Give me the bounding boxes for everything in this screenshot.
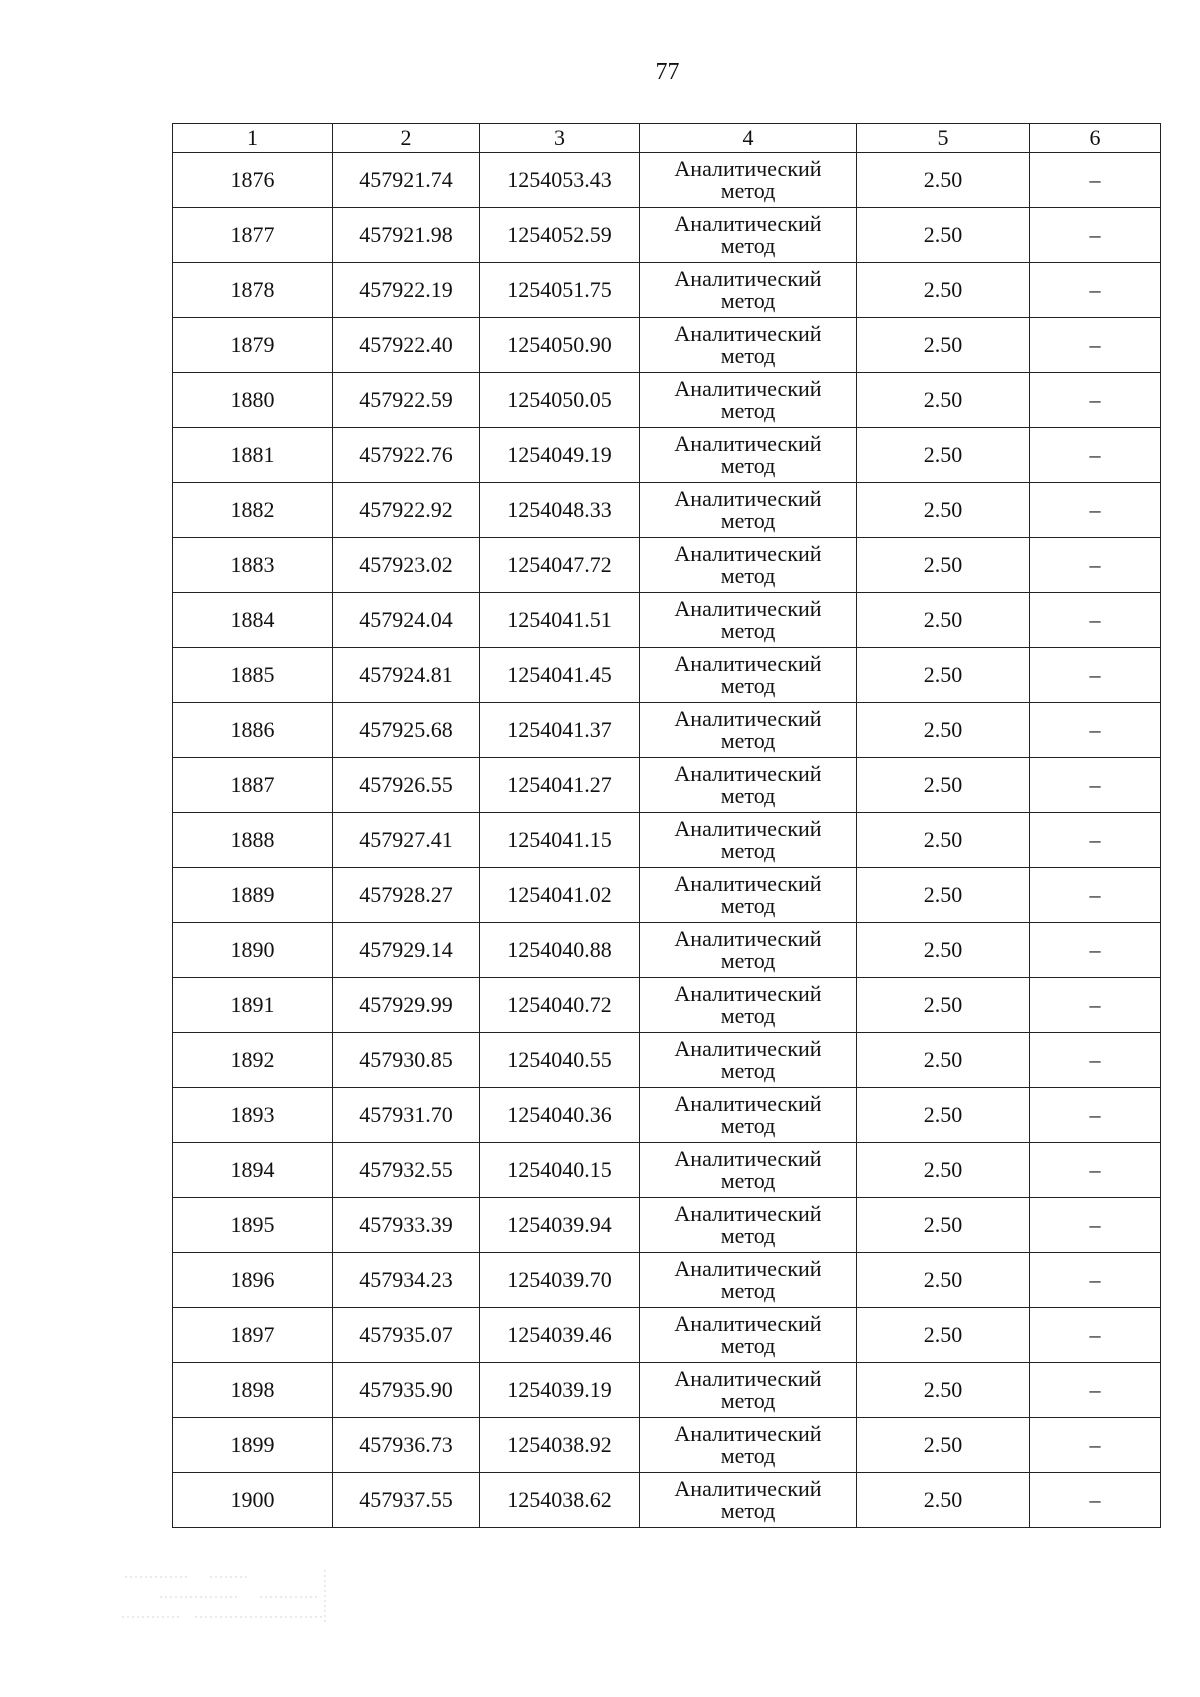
y-coordinate-cell: 1254040.88 xyxy=(480,923,640,978)
note-cell: – xyxy=(1030,1033,1161,1088)
column-header-4: 4 xyxy=(640,124,857,153)
y-coordinate-cell: 1254050.90 xyxy=(480,318,640,373)
table-header xyxy=(173,124,1161,153)
method-line-1: Аналитический xyxy=(674,596,822,621)
method-line-2: метод xyxy=(720,1058,776,1083)
column-header-6: 6 xyxy=(1030,124,1161,153)
note-cell: – xyxy=(1030,1473,1161,1528)
accuracy-cell: 2.50 xyxy=(857,483,1030,538)
point-number-cell: 1899 xyxy=(173,1418,333,1473)
method-cell xyxy=(640,813,857,868)
method-cell xyxy=(640,648,857,703)
method-line-1: Аналитический xyxy=(674,376,822,401)
method-line-1: Аналитический xyxy=(674,816,822,841)
accuracy-cell: 2.50 xyxy=(857,758,1030,813)
y-coordinate-cell: 1254048.33 xyxy=(480,483,640,538)
y-coordinate-cell: 1254039.70 xyxy=(480,1253,640,1308)
point-number-cell: 1900 xyxy=(173,1473,333,1528)
point-number-cell: 1883 xyxy=(173,538,333,593)
table-row xyxy=(173,483,1161,538)
note-cell: – xyxy=(1030,483,1161,538)
note-cell: – xyxy=(1030,263,1161,318)
accuracy-cell: 2.50 xyxy=(857,868,1030,923)
accuracy-cell: 2.50 xyxy=(857,1088,1030,1143)
accuracy-cell: 2.50 xyxy=(857,318,1030,373)
method-line-2: метод xyxy=(720,948,776,973)
accuracy-cell: 2.50 xyxy=(857,208,1030,263)
accuracy-cell: 2.50 xyxy=(857,813,1030,868)
method-line-2: метод xyxy=(720,673,776,698)
note-cell: – xyxy=(1030,1253,1161,1308)
accuracy-cell: 2.50 xyxy=(857,593,1030,648)
method-line-1: Аналитический xyxy=(674,926,822,951)
method-line-2: метод xyxy=(720,398,776,423)
method-line-2: метод xyxy=(720,233,776,258)
method-line-2: метод xyxy=(720,1498,776,1523)
table-row xyxy=(173,208,1161,263)
method-line-1: Аналитический xyxy=(674,981,822,1006)
table-row xyxy=(173,1198,1161,1253)
point-number-cell: 1888 xyxy=(173,813,333,868)
point-number-cell: 1877 xyxy=(173,208,333,263)
accuracy-cell: 2.50 xyxy=(857,1308,1030,1363)
column-header-5: 5 xyxy=(857,124,1030,153)
point-number-cell: 1897 xyxy=(173,1308,333,1363)
y-coordinate-cell: 1254038.92 xyxy=(480,1418,640,1473)
accuracy-cell: 2.50 xyxy=(857,703,1030,758)
y-coordinate-cell: 1254039.94 xyxy=(480,1198,640,1253)
table-row xyxy=(173,1308,1161,1363)
accuracy-cell: 2.50 xyxy=(857,1033,1030,1088)
x-coordinate-cell: 457929.14 xyxy=(333,923,480,978)
method-line-2: метод xyxy=(720,453,776,478)
accuracy-cell: 2.50 xyxy=(857,1473,1030,1528)
table-row xyxy=(173,428,1161,483)
method-line-2: метод xyxy=(720,618,776,643)
point-number-cell: 1885 xyxy=(173,648,333,703)
note-cell: – xyxy=(1030,1363,1161,1418)
method-line-1: Аналитический xyxy=(674,1476,822,1501)
method-line-1: Аналитический xyxy=(674,1256,822,1281)
point-number-cell: 1880 xyxy=(173,373,333,428)
y-coordinate-cell: 1254038.62 xyxy=(480,1473,640,1528)
x-coordinate-cell: 457931.70 xyxy=(333,1088,480,1143)
x-coordinate-cell: 457922.92 xyxy=(333,483,480,538)
method-line-1: Аналитический xyxy=(674,1311,822,1336)
accuracy-cell: 2.50 xyxy=(857,373,1030,428)
x-coordinate-cell: 457936.73 xyxy=(333,1418,480,1473)
y-coordinate-cell: 1254041.02 xyxy=(480,868,640,923)
method-line-2: метод xyxy=(720,1003,776,1028)
method-cell xyxy=(640,1253,857,1308)
method-line-1: Аналитический xyxy=(674,211,822,236)
accuracy-cell: 2.50 xyxy=(857,923,1030,978)
method-cell xyxy=(640,373,857,428)
accuracy-cell: 2.50 xyxy=(857,1418,1030,1473)
method-cell xyxy=(640,593,857,648)
method-cell xyxy=(640,1473,857,1528)
table-row xyxy=(173,1418,1161,1473)
method-line-2: метод xyxy=(720,838,776,863)
accuracy-cell: 2.50 xyxy=(857,263,1030,318)
note-cell: – xyxy=(1030,538,1161,593)
x-coordinate-cell: 457921.74 xyxy=(333,153,480,208)
x-coordinate-cell: 457922.76 xyxy=(333,428,480,483)
y-coordinate-cell: 1254041.27 xyxy=(480,758,640,813)
note-cell: – xyxy=(1030,373,1161,428)
method-line-1: Аналитический xyxy=(674,871,822,896)
note-cell: – xyxy=(1030,1308,1161,1363)
accuracy-cell: 2.50 xyxy=(857,1253,1030,1308)
y-coordinate-cell: 1254040.55 xyxy=(480,1033,640,1088)
table-row xyxy=(173,263,1161,318)
header-row xyxy=(173,124,1161,153)
table-row xyxy=(173,1253,1161,1308)
table-row xyxy=(173,1088,1161,1143)
table-row xyxy=(173,978,1161,1033)
table-row xyxy=(173,318,1161,373)
point-number-cell: 1891 xyxy=(173,978,333,1033)
point-number-cell: 1879 xyxy=(173,318,333,373)
accuracy-cell: 2.50 xyxy=(857,978,1030,1033)
y-coordinate-cell: 1254041.45 xyxy=(480,648,640,703)
method-cell xyxy=(640,153,857,208)
x-coordinate-cell: 457930.85 xyxy=(333,1033,480,1088)
table-row xyxy=(173,813,1161,868)
table-row xyxy=(173,1033,1161,1088)
table-row xyxy=(173,648,1161,703)
accuracy-cell: 2.50 xyxy=(857,1198,1030,1253)
method-cell xyxy=(640,538,857,593)
method-line-2: метод xyxy=(720,178,776,203)
y-coordinate-cell: 1254040.36 xyxy=(480,1088,640,1143)
table-row xyxy=(173,373,1161,428)
note-cell: – xyxy=(1030,813,1161,868)
point-number-cell: 1882 xyxy=(173,483,333,538)
point-number-cell: 1887 xyxy=(173,758,333,813)
x-coordinate-cell: 457933.39 xyxy=(333,1198,480,1253)
x-coordinate-cell: 457925.68 xyxy=(333,703,480,758)
method-line-1: Аналитический xyxy=(674,761,822,786)
method-cell xyxy=(640,1418,857,1473)
method-line-1: Аналитический xyxy=(674,1201,822,1226)
accuracy-cell: 2.50 xyxy=(857,648,1030,703)
note-cell: – xyxy=(1030,868,1161,923)
method-cell xyxy=(640,318,857,373)
table-row xyxy=(173,758,1161,813)
note-cell: – xyxy=(1030,978,1161,1033)
table-row xyxy=(173,868,1161,923)
method-line-1: Аналитический xyxy=(674,1091,822,1116)
column-header-3: 3 xyxy=(480,124,640,153)
table-row xyxy=(173,1473,1161,1528)
point-number-cell: 1886 xyxy=(173,703,333,758)
method-line-1: Аналитический xyxy=(674,651,822,676)
accuracy-cell: 2.50 xyxy=(857,538,1030,593)
method-cell xyxy=(640,483,857,538)
accuracy-cell: 2.50 xyxy=(857,1363,1030,1418)
table-row xyxy=(173,593,1161,648)
x-coordinate-cell: 457929.99 xyxy=(333,978,480,1033)
y-coordinate-cell: 1254050.05 xyxy=(480,373,640,428)
note-cell: – xyxy=(1030,1143,1161,1198)
note-cell: – xyxy=(1030,648,1161,703)
method-cell xyxy=(640,868,857,923)
method-line-1: Аналитический xyxy=(674,486,822,511)
note-cell: – xyxy=(1030,758,1161,813)
method-cell xyxy=(640,1143,857,1198)
method-line-1: Аналитический xyxy=(674,266,822,291)
x-coordinate-cell: 457923.02 xyxy=(333,538,480,593)
method-line-1: Аналитический xyxy=(674,1146,822,1171)
method-line-1: Аналитический xyxy=(674,541,822,566)
y-coordinate-cell: 1254041.37 xyxy=(480,703,640,758)
method-line-1: Аналитический xyxy=(674,156,822,181)
method-cell xyxy=(640,1363,857,1418)
y-coordinate-cell: 1254049.19 xyxy=(480,428,640,483)
note-cell: – xyxy=(1030,318,1161,373)
y-coordinate-cell: 1254053.43 xyxy=(480,153,640,208)
column-header-2: 2 xyxy=(333,124,480,153)
method-cell xyxy=(640,1088,857,1143)
y-coordinate-cell: 1254052.59 xyxy=(480,208,640,263)
method-line-1: Аналитический xyxy=(674,706,822,731)
method-cell xyxy=(640,1308,857,1363)
x-coordinate-cell: 457924.04 xyxy=(333,593,480,648)
method-line-2: метод xyxy=(720,563,776,588)
y-coordinate-cell: 1254047.72 xyxy=(480,538,640,593)
method-line-2: метод xyxy=(720,728,776,753)
note-cell: – xyxy=(1030,593,1161,648)
x-coordinate-cell: 457921.98 xyxy=(333,208,480,263)
x-coordinate-cell: 457934.23 xyxy=(333,1253,480,1308)
point-number-cell: 1894 xyxy=(173,1143,333,1198)
method-cell xyxy=(640,703,857,758)
accuracy-cell: 2.50 xyxy=(857,428,1030,483)
method-line-2: метод xyxy=(720,1168,776,1193)
method-cell xyxy=(640,978,857,1033)
table-body xyxy=(173,153,1161,1528)
table-row xyxy=(173,1143,1161,1198)
method-line-1: Аналитический xyxy=(674,1036,822,1061)
faded-stamp-mark xyxy=(120,1565,330,1635)
method-line-2: метод xyxy=(720,783,776,808)
note-cell: – xyxy=(1030,208,1161,263)
y-coordinate-cell: 1254040.72 xyxy=(480,978,640,1033)
point-number-cell: 1893 xyxy=(173,1088,333,1143)
point-number-cell: 1890 xyxy=(173,923,333,978)
method-line-1: Аналитический xyxy=(674,1366,822,1391)
x-coordinate-cell: 457935.90 xyxy=(333,1363,480,1418)
table-row xyxy=(173,153,1161,208)
table-row xyxy=(173,923,1161,978)
y-coordinate-cell: 1254041.51 xyxy=(480,593,640,648)
method-line-2: метод xyxy=(720,893,776,918)
coordinates-table xyxy=(172,123,1161,1528)
page-number: 77 xyxy=(655,59,680,85)
table-row xyxy=(173,538,1161,593)
point-number-cell: 1884 xyxy=(173,593,333,648)
column-header-1: 1 xyxy=(173,124,333,153)
method-cell xyxy=(640,1033,857,1088)
method-cell xyxy=(640,758,857,813)
method-cell xyxy=(640,1198,857,1253)
point-number-cell: 1895 xyxy=(173,1198,333,1253)
note-cell: – xyxy=(1030,923,1161,978)
y-coordinate-cell: 1254041.15 xyxy=(480,813,640,868)
method-line-1: Аналитический xyxy=(674,431,822,456)
method-line-2: метод xyxy=(720,1223,776,1248)
method-line-2: метод xyxy=(720,1113,776,1138)
note-cell: – xyxy=(1030,1198,1161,1253)
method-line-1: Аналитический xyxy=(674,321,822,346)
point-number-cell: 1898 xyxy=(173,1363,333,1418)
note-cell: – xyxy=(1030,703,1161,758)
method-line-2: метод xyxy=(720,288,776,313)
method-cell xyxy=(640,208,857,263)
method-line-2: метод xyxy=(720,508,776,533)
method-cell xyxy=(640,923,857,978)
note-cell: – xyxy=(1030,428,1161,483)
x-coordinate-cell: 457922.40 xyxy=(333,318,480,373)
method-cell xyxy=(640,263,857,318)
point-number-cell: 1876 xyxy=(173,153,333,208)
accuracy-cell: 2.50 xyxy=(857,1143,1030,1198)
method-line-1: Аналитический xyxy=(674,1421,822,1446)
point-number-cell: 1881 xyxy=(173,428,333,483)
note-cell: – xyxy=(1030,153,1161,208)
y-coordinate-cell: 1254051.75 xyxy=(480,263,640,318)
x-coordinate-cell: 457922.59 xyxy=(333,373,480,428)
x-coordinate-cell: 457937.55 xyxy=(333,1473,480,1528)
x-coordinate-cell: 457928.27 xyxy=(333,868,480,923)
point-number-cell: 1892 xyxy=(173,1033,333,1088)
x-coordinate-cell: 457932.55 xyxy=(333,1143,480,1198)
x-coordinate-cell: 457922.19 xyxy=(333,263,480,318)
method-cell xyxy=(640,428,857,483)
y-coordinate-cell: 1254039.46 xyxy=(480,1308,640,1363)
x-coordinate-cell: 457927.41 xyxy=(333,813,480,868)
method-line-2: метод xyxy=(720,1333,776,1358)
x-coordinate-cell: 457924.81 xyxy=(333,648,480,703)
method-line-2: метод xyxy=(720,1443,776,1468)
method-line-2: метод xyxy=(720,1388,776,1413)
y-coordinate-cell: 1254040.15 xyxy=(480,1143,640,1198)
point-number-cell: 1878 xyxy=(173,263,333,318)
method-line-2: метод xyxy=(720,343,776,368)
point-number-cell: 1896 xyxy=(173,1253,333,1308)
method-line-2: метод xyxy=(720,1278,776,1303)
y-coordinate-cell: 1254039.19 xyxy=(480,1363,640,1418)
note-cell: – xyxy=(1030,1088,1161,1143)
x-coordinate-cell: 457926.55 xyxy=(333,758,480,813)
table-row xyxy=(173,1363,1161,1418)
note-cell: – xyxy=(1030,1418,1161,1473)
x-coordinate-cell: 457935.07 xyxy=(333,1308,480,1363)
accuracy-cell: 2.50 xyxy=(857,153,1030,208)
point-number-cell: 1889 xyxy=(173,868,333,923)
table-row xyxy=(173,703,1161,758)
